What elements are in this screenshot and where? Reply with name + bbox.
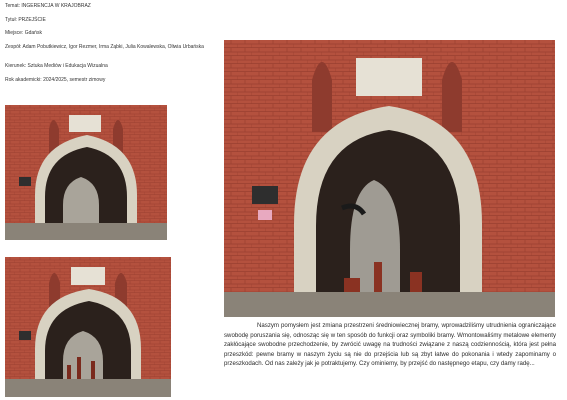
meta-major: Kierunek: Sztuka Mediów i Edukacja Wizualna	[5, 63, 108, 69]
meta-topic: Temat: INGERENCJA W KRAJOBRAZ	[5, 3, 91, 9]
meta-team: Zespół: Adam Pobutkiewicz, Igor Rezmer, Irma Ząbki, Julia Kowalewska, Oliwia Urbańska	[5, 44, 204, 50]
meta-place: Miejsce: Gdańsk	[5, 30, 42, 36]
project-description: Naszym pomysłem jest zmiana przestrzeni średniowiecznej bramy, wprowadziliśmy utrudnienia ograniczające swobodę poruszania się, odnosząc się w ten sposób do funkcji oraz symboliki bramy. Wmontowaliśmy metalowe elementy zakłócające swobodne przechodzenie, by zwrócić uwagę na trudności związane z naszą codziennością, która jest pełna przeszkód: pewne bramy w naszym życiu są nie do przejścia lub są zbyt łatwe do pokonania i wtedy zapominamy o przeszkodach. Od nas zależy jak je potraktujemy. Czy ominiemy, by przejść do następnego etapu, czy damy radę...	[224, 322, 556, 367]
meta-year: Rok akademicki: 2024/2025, semestr zimowy	[5, 77, 106, 83]
gate-photo-original	[5, 105, 167, 240]
main-gate-photo	[224, 40, 555, 317]
gate-photo-intervention	[5, 257, 171, 397]
meta-title: Tytuł: PRZEJŚCIE	[5, 17, 46, 23]
